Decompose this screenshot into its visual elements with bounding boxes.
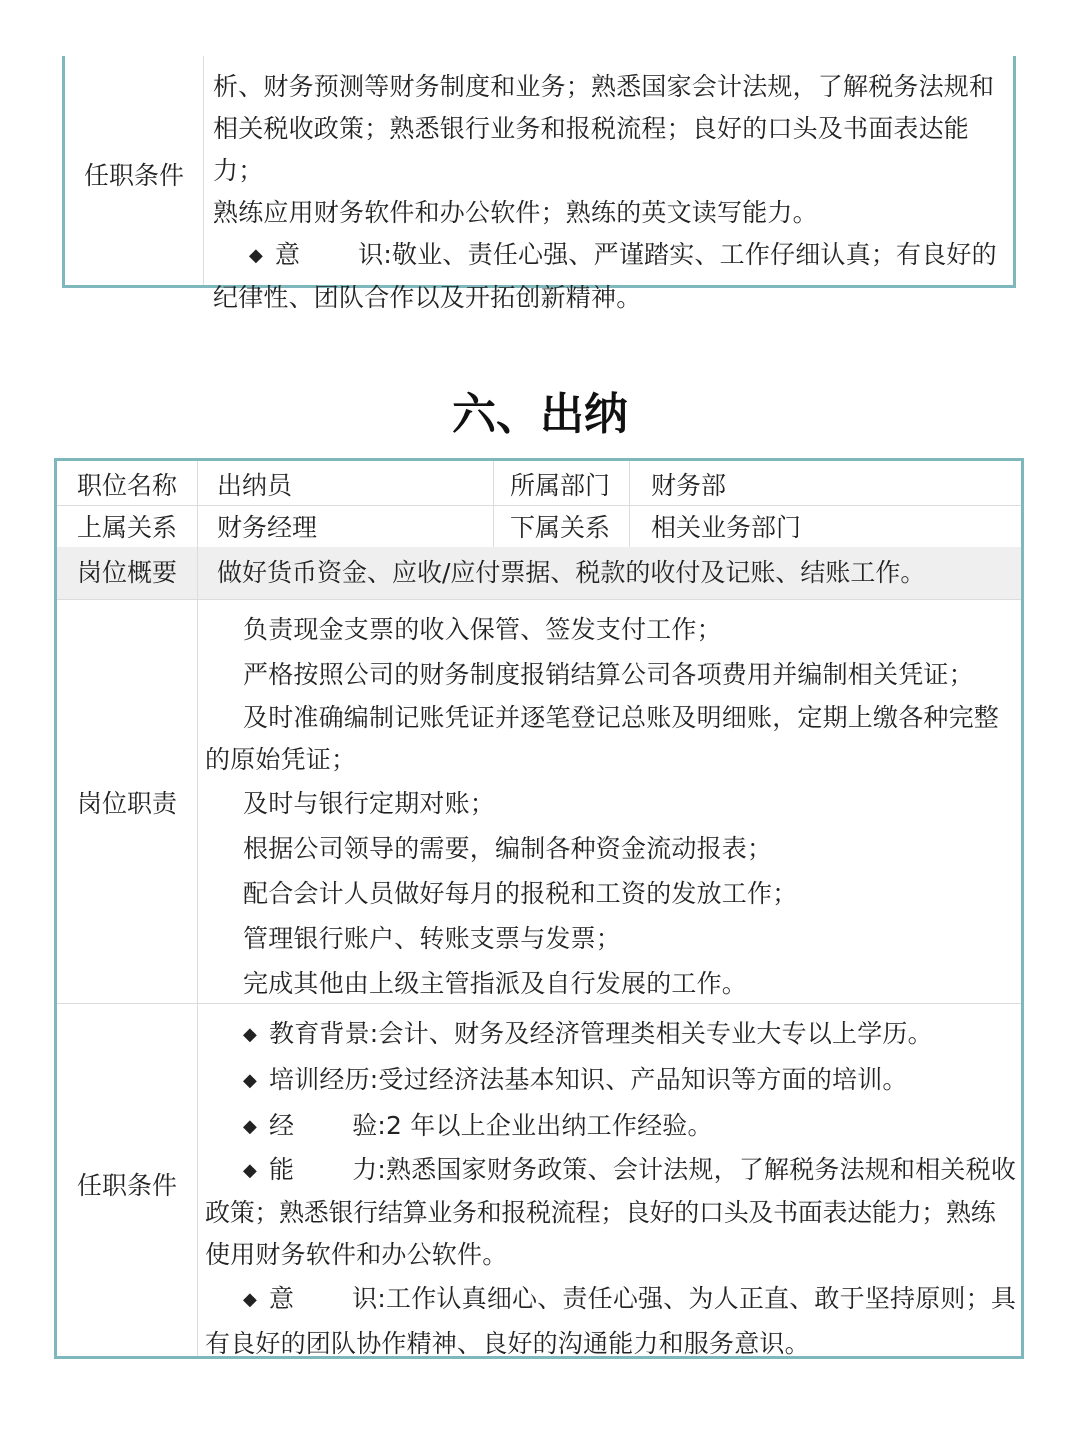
duty-item: 完成其他由上级主管指派及自行发展的工作。 — [243, 969, 748, 998]
subordinate-value: 相关业务部门 — [651, 513, 802, 542]
prev-awareness-line: 纪律性、团队合作以及开拓创新精神。 — [213, 283, 642, 312]
duties-content — [205, 607, 1017, 1006]
duty-item: 管理银行账户、转账支票与发票； — [243, 924, 622, 953]
awareness-text: 工作认真细心、责任心强、为人正直、敢于坚持原则；具 — [386, 1284, 1017, 1313]
duty-item: 根据公司领导的需要，编制各种资金流动报表； — [243, 834, 773, 863]
superior-label: 上属关系 — [76, 513, 177, 542]
prev-requirements-line: 相关税收政策；熟悉银行业务和报税流程；良好的口头及书面表达能力； — [213, 114, 970, 185]
awareness-text: 敬业、责任心强、严谨踏实、工作仔细认真；有良好的 — [392, 240, 997, 269]
duty-item: 严格按照公司的财务制度报销结算公司各项费用并编制相关凭证； — [243, 660, 974, 689]
department-label: 所属部门 — [509, 471, 610, 500]
requirement-line: 政策；熟悉银行结算业务和报税流程；良好的口头及书面表达能力；熟练 — [205, 1198, 996, 1227]
row-divider — [57, 1003, 1021, 1004]
diamond-bullet-icon: ◆ — [249, 245, 264, 266]
subordinate-label: 下属关系 — [509, 513, 610, 542]
diamond-bullet-icon: ◆ — [243, 1289, 258, 1310]
diamond-bullet-icon: ◆ — [243, 1070, 258, 1091]
experience-text: 2 年以上企业出纳工作经验。 — [386, 1111, 713, 1140]
prev-requirements-table — [62, 56, 1016, 312]
prev-requirements-line: 析、财务预测等财务制度和业务；熟悉国家会计法规，了解税务法规和 — [213, 72, 995, 101]
experience-key-a: 经 — [269, 1111, 295, 1140]
superior-value: 财务经理 — [217, 513, 318, 542]
summary-label: 岗位概要 — [76, 558, 177, 587]
prev-awareness-line — [213, 234, 1013, 277]
awareness-key-b: 识: — [358, 240, 393, 269]
prev-requirements-line: 熟练应用财务软件和办公软件；熟练的英文读写能力。 — [213, 198, 818, 227]
requirement-item — [205, 1057, 1017, 1103]
education-text: 教育背景:会计、财务及经济管理类相关专业大专以上学历。 — [269, 1019, 933, 1048]
duty-item: 配合会计人员做好每月的报税和工资的发放工作； — [243, 879, 798, 908]
awareness-key-b: 识: — [352, 1284, 387, 1313]
experience-key-b: 验: — [352, 1111, 387, 1140]
requirement-item — [205, 1011, 1017, 1057]
awareness-key-a: 意 — [269, 1284, 295, 1313]
training-text: 培训经历:受过经济法基本知识、产品知识等方面的培训。 — [269, 1065, 908, 1094]
duty-item: 负责现金支票的收入保管、签发支付工作； — [243, 615, 722, 644]
column-divider — [197, 461, 198, 1356]
requirement-item — [205, 1103, 1017, 1149]
summary-value: 做好货币资金、应收/应付票据、税款的收付及记账、结账工作。 — [217, 558, 926, 587]
row-divider — [57, 505, 1021, 506]
column-divider — [493, 461, 494, 547]
ability-key-a: 能 — [269, 1155, 295, 1184]
section-title: 六、出纳 — [452, 389, 628, 440]
column-divider — [203, 56, 204, 285]
position-label: 职位名称 — [76, 471, 177, 500]
department-value: 财务部 — [651, 471, 727, 500]
requirement-line: 使用财务软件和办公软件。 — [205, 1240, 508, 1269]
duty-item: 的原始凭证； — [205, 745, 357, 774]
diamond-bullet-icon: ◆ — [243, 1160, 258, 1181]
diamond-bullet-icon: ◆ — [243, 1116, 258, 1137]
duty-item: 及时与银行定期对账； — [243, 789, 496, 818]
requirements-content — [205, 1011, 1017, 1365]
position-value: 出纳员 — [217, 471, 293, 500]
duty-item: 及时准确编制记账凭证并逐笔登记总账及明细账，定期上缴各种完整 — [243, 703, 1000, 732]
requirements-label: 任职条件 — [76, 1171, 177, 1200]
row-divider — [57, 599, 1021, 600]
diamond-bullet-icon: ◆ — [243, 1024, 258, 1045]
summary-row — [57, 547, 1021, 599]
awareness-key-a: 意 — [275, 240, 301, 269]
ability-key-b: 力: — [352, 1155, 387, 1184]
ability-text: 熟悉国家财务政策、会计法规，了解税务法规和相关税收 — [386, 1155, 1017, 1184]
prev-requirements-label: 任职条件 — [83, 161, 184, 190]
prev-requirements-content — [213, 66, 1013, 319]
cashier-table — [54, 458, 1024, 1359]
requirement-line: 有良好的团队协作精神、良好的沟通能力和服务意识。 — [205, 1329, 810, 1358]
duties-label: 岗位职责 — [76, 789, 177, 818]
column-divider — [629, 461, 630, 547]
requirement-item — [205, 1149, 1017, 1192]
requirement-item — [205, 1276, 1017, 1323]
